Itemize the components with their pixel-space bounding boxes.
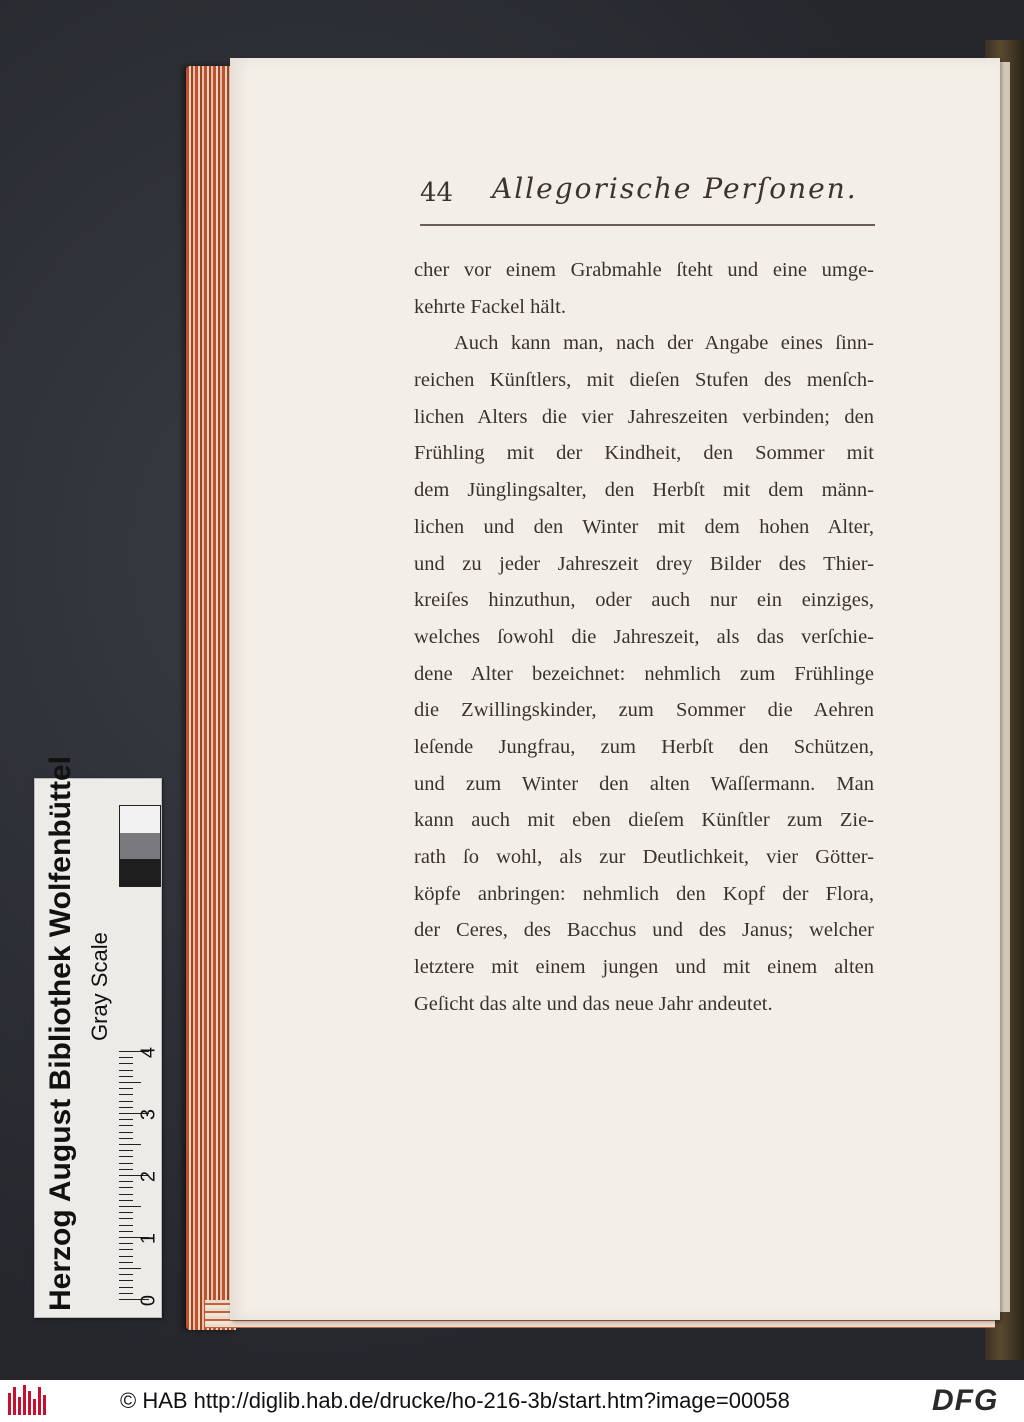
text-line: rath ſo wohl, als zur Deutlichkeit, vier Götter-: [414, 846, 874, 868]
text-line: letztere mit einem jungen und mit einem alten: [414, 956, 874, 979]
ruler-number: 2: [137, 1170, 160, 1183]
ruler-tick: [119, 1249, 133, 1250]
text-line: reichen Künſtlers, mit dieſen Stufen des menſch-: [414, 369, 874, 392]
ruler-tick: [119, 1225, 133, 1226]
text-line: Auch kann man, nach der Angabe eines ſinn-: [454, 332, 874, 355]
ruler-number: 0: [137, 1294, 160, 1307]
gray-swatch-light: [120, 806, 160, 833]
gray-scale-ruler: [34, 756, 162, 1318]
text-line: kehrte Fackel hält.: [414, 295, 566, 318]
ruler-tick: [119, 1156, 133, 1157]
page-header: [420, 172, 880, 216]
ruler-tick: [119, 1187, 133, 1188]
ruler-tick: [119, 1243, 133, 1244]
hab-logo-bar: [13, 1387, 16, 1415]
ruler-tick: [119, 1138, 133, 1139]
ruler-tick: [119, 1107, 133, 1108]
ruler-tick: [119, 1082, 141, 1083]
text-line: und zu jeder Jahreszeit drey Bilder des Thier-: [414, 552, 874, 575]
text-line: Frühling mit der Kindheit, den Sommer mit: [414, 442, 874, 465]
ruler-tick: [119, 1070, 133, 1071]
hab-logo-bar: [18, 1397, 21, 1415]
ruler-tick: [119, 1274, 133, 1275]
ruler-tick: [119, 1057, 133, 1058]
gray-swatch-dark: [120, 859, 160, 886]
ruler-tick: [119, 1063, 133, 1064]
ruler-tick: [119, 1163, 133, 1164]
hab-logo-bar: [33, 1399, 36, 1415]
ruler-number: 4: [137, 1046, 160, 1059]
text-line: lichen Alters die vier Jahreszeiten verbinden; den: [414, 405, 874, 428]
ruler-tick: [119, 1268, 141, 1269]
page-edges-left: [186, 66, 236, 1330]
ruler-number: 3: [137, 1108, 160, 1121]
ruler-tick: [119, 1169, 133, 1170]
gray-swatches: [119, 805, 161, 887]
ruler-tick: [119, 1256, 133, 1257]
text-line: dene Alter bezeichnet: nehmlich zum Frühlinge: [414, 662, 874, 685]
footer-source-link[interactable]: © HAB http://diglib.hab.de/drucke/ho-216-3b/start.htm?image=00058: [120, 1388, 790, 1413]
ruler-tick: [119, 1262, 133, 1263]
header-rule: [420, 224, 875, 226]
text-line: dem Jünglingsalter, den Herbſt mit dem männ-: [414, 479, 874, 502]
ruler-tick: [119, 1206, 141, 1207]
ruler-tick: [119, 1150, 133, 1151]
ruler-tick: [119, 1200, 133, 1201]
text-line: köpfe anbringen: nehmlich den Kopf der Flora,: [414, 882, 874, 905]
ruler-tick: [119, 1132, 133, 1133]
hab-logo-bar: [23, 1385, 26, 1415]
ruler-tick: [119, 1212, 133, 1213]
text-line: cher vor einem Grabmahle ſteht und eine umge-: [414, 259, 874, 281]
text-line: der Ceres, des Bacchus und des Janus; welcher: [414, 919, 874, 942]
ruler-tick: [119, 1144, 141, 1145]
ruler-tick: [119, 1218, 133, 1219]
ruler-tick: [119, 1287, 133, 1288]
hab-logo-bar: [43, 1395, 46, 1415]
page-number: 44: [420, 178, 454, 208]
text-line: welches ſowohl die Jahreszeit, als das verſchie-: [414, 625, 874, 648]
ruler-scale: [119, 1019, 159, 1309]
text-line: kreiſes hinzuthun, oder auch nur ein einziges,: [414, 589, 874, 612]
ruler-tick: [119, 1181, 133, 1182]
ruler-tick: [119, 1119, 133, 1120]
running-head: Allegorische Perſonen.: [492, 172, 858, 205]
text-line: die Zwillingskinder, zum Sommer die Aehren: [414, 699, 874, 722]
ruler-tick: [119, 1088, 133, 1089]
hab-logo-bar: [8, 1393, 11, 1415]
ruler-tick: [119, 1194, 133, 1195]
ruler-tick: [119, 1094, 133, 1095]
text-line: kann auch mit eben dieſem Künſtler zum Zie-: [414, 809, 874, 832]
gray-swatch-mid: [120, 833, 160, 860]
ruler-tick: [119, 1293, 133, 1294]
ruler-tick: [119, 1076, 133, 1077]
ruler-tick: [119, 1280, 133, 1281]
ruler-tick: [119, 1125, 133, 1126]
ruler-tick: [119, 1231, 133, 1232]
hab-logo-bar: [28, 1391, 31, 1415]
ruler-number: 1: [137, 1232, 160, 1245]
hab-logo-icon: [6, 1384, 50, 1416]
text-line: lichen und den Winter mit dem hohen Alter,: [414, 515, 874, 538]
ruler-gray-scale-label: Gray Scale: [87, 932, 112, 1041]
viewer-footer: [0, 1380, 1024, 1422]
ruler-institution-label: Herzog August Bibliothek Wolfenbüttel: [44, 756, 77, 1311]
ruler-tick: [119, 1101, 133, 1102]
text-line: leſende Jungfrau, zum Herbſt den Schützen,: [414, 735, 874, 758]
hab-logo-bar: [38, 1387, 41, 1415]
text-line: Geſicht das alte und das neue Jahr andeutet.: [414, 992, 773, 1015]
body-text: [414, 252, 874, 1022]
dfg-logo: DFG: [932, 1384, 999, 1417]
text-line: und zum Winter den alten Waſſermann. Man: [414, 772, 874, 795]
